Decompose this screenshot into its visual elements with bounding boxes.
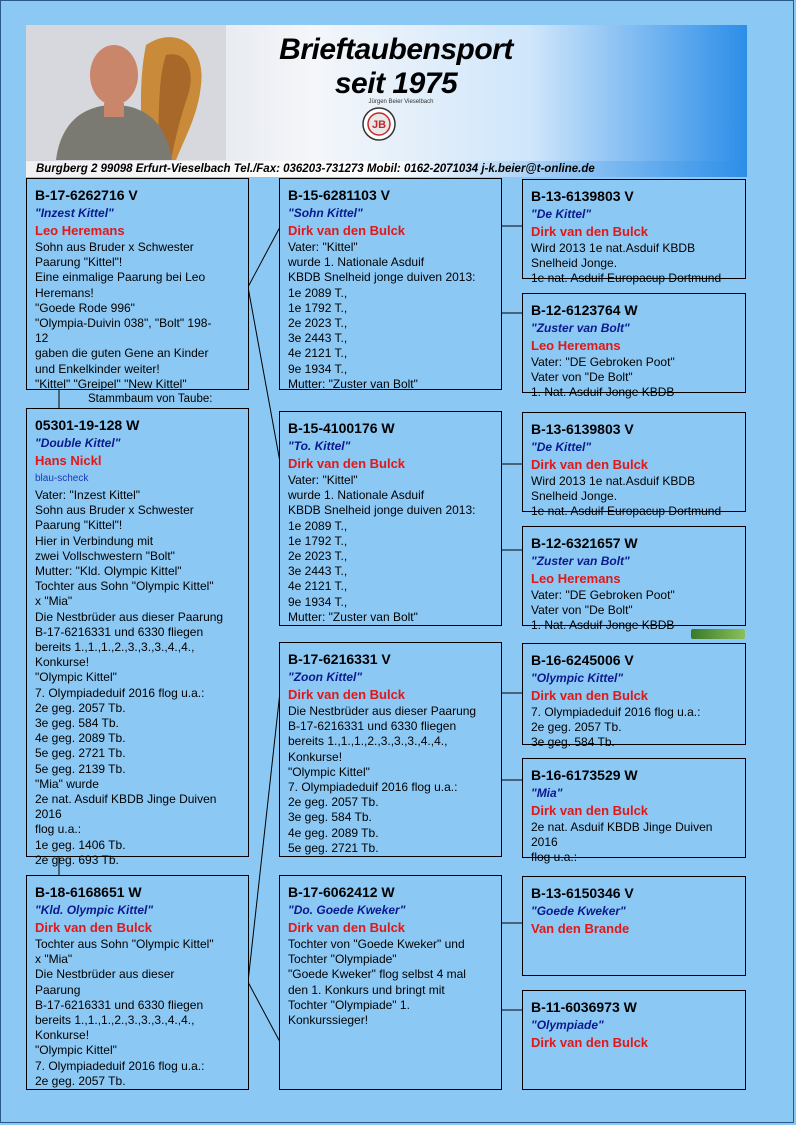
pigeon-ring-number: B-11-6036973 W — [531, 999, 637, 1015]
pedigree-card-fff — [522, 179, 746, 286]
pigeon-description: Tochter aus Sohn "Olympic Kittel" x "Mia" Die Nestbrüder aus dieser Paarung B-17-6216331 und 6330 fliegen bereits 1.,1.,1.,2.,3.,3.,3.,4.,4., Konkurse! "Olympic Kittel" 7. Olympiadeduif 2016 flog u.a.: 2e geg. 2057 Tb. — [35, 937, 214, 1088]
pigeon-breeder: Dirk van den Bulck — [288, 920, 406, 935]
pigeon-color: blau-scheck — [35, 473, 89, 484]
pigeon-name: "Goede Kweker" — [531, 904, 626, 918]
pigeon-breeder: Dirk van den Bulck — [288, 456, 406, 471]
pedigree-card-fm — [279, 411, 502, 626]
pigeon-ring-number: B-15-4100176 W — [288, 420, 395, 436]
pigeon-ring-number: B-13-6139803 V — [531, 421, 634, 437]
pigeon-ring-number: B-17-6216331 V — [288, 651, 391, 667]
pigeon-breeder: Leo Heremans — [531, 338, 621, 353]
pigeon-name: "Sohn Kittel" — [288, 206, 363, 220]
title-line-2: seit 1975 — [334, 67, 458, 100]
pigeon-breeder: Dirk van den Bulck — [531, 1035, 649, 1050]
pigeon-description: Vater: "Inzest Kittel" Sohn aus Bruder x Schwester Paarung "Kittel"! Hier in Verbindung mit zwei Vollschwestern "Bolt" Mutter: "Kld. Olympic Kittel" Tochter aus Sohn "Olympic Kittel" x "Mia" Die Nestbrüder aus dieser Paarung B-17-6216331 und 6330 fliegen bereits 1.,1.,1.,2.,3.,3.,3.,4.,4., Konkurse! "Olympic Kittel" 7. Olympiadeduif 2016 flog u.a.: 2e geg. 2057 Tb. 3e geg. 584 Tb. 4e geg. 2089 Tb. 5e geg. 2721 Tb. 5e geg. 2139 Tb. "Mia" wurde 2e nat. Asduif KBDB Jinge Duiven 2016 flog u.a.: 1e geg. 1406 Tb. 2e geg. 693 Tb. — [35, 488, 224, 867]
pigeon-description: Vater: "Kittel" wurde 1. Nationale Asduif KBDB Snelheid jonge duiven 2013: 1e 2089 T., 1e 1792 T., 2e 2023 T., 3e 2443 T., 4e 2121 T., 9e 1934 T., Mutter: "Zuster van Bolt" — [288, 240, 476, 391]
pedigree-card-father — [26, 178, 249, 390]
stammbaum-label: Stammbaum von Taube: — [88, 393, 213, 405]
pedigree-card-subject — [26, 408, 249, 867]
pigeon-name: "Zoon Kittel" — [288, 670, 363, 684]
pigeon-breeder: Dirk van den Bulck — [531, 457, 649, 472]
pedigree-card-ffm — [522, 293, 746, 400]
pedigree-card-mother — [26, 875, 249, 1090]
pigeon-description: 7. Olympiadeduif 2016 flog u.a.: 2e geg. 2057 Tb. 3e geg. 584 Tb. — [531, 705, 701, 750]
pigeon-breeder: Leo Heremans — [35, 223, 125, 238]
pigeon-description: Die Nestbrüder aus dieser Paarung B-17-6216331 und 6330 fliegen bereits 1.,1.,1.,2.,3.,3.,3.,4.,4., Konkurse! "Olympic Kittel" 7. Olympiadeduif 2016 flog u.a.: 2e geg. 2057 Tb. 3e geg. 584 Tb. 4e geg. 2089 Tb. 5e geg. 2721 Tb. — [288, 704, 477, 855]
pigeon-name: "De Kittel" — [531, 207, 592, 221]
pigeon-description: Vater: "DE Gebroken Poot" Vater von "De Bolt" 1. Nat. Asduif Jonge KBDB — [531, 588, 675, 633]
pigeon-description: Vater: "DE Gebroken Poot" Vater von "De Bolt" 1. Nat. Asduif Jonge KBDB — [531, 355, 675, 400]
contact-line: Burgberg 2 99098 Erfurt-Vieselbach Tel./Fax: 036203-731273 Mobil: 0162-2071034 j-k.beier@t-online.de — [26, 161, 747, 177]
pigeon-breeder: Dirk van den Bulck — [288, 223, 406, 238]
pigeon-ring-number: B-16-6245006 V — [531, 652, 634, 668]
pigeon-description: Wird 2013 1e nat.Asduif KBDB Snelheid Jonge. 1e nat. Asduif Europacup Dortmund — [531, 474, 722, 519]
pigeon-description: Sohn aus Bruder x Schwester Paarung "Kittel"! Eine einmalige Paarung bei Leo Heremans! "Goede Rode 996" "Olympia-Duivin 038", "Bolt" 198- 12 gaben die guten Gene an Kinder und Enkelkinder weiter! "Kittel" "Greipel" "New Kittel" — [35, 240, 212, 391]
pigeon-breeder: Dirk van den Bulck — [531, 803, 649, 818]
pigeon-breeder: Hans Nickl — [35, 453, 102, 468]
pigeon-ring-number: B-17-6262716 V — [35, 187, 138, 203]
pigeon-ring-number: B-12-6321657 W — [531, 535, 638, 551]
pigeon-name: "Zuster van Bolt" — [531, 554, 630, 568]
pedigree-card-mff — [522, 643, 746, 750]
pigeon-name: "Olympiade" — [531, 1018, 604, 1032]
pigeon-ring-number: B-13-6139803 V — [531, 188, 634, 204]
pigeon-name: "Mia" — [531, 786, 563, 800]
pigeon-ring-number: B-17-6062412 W — [288, 884, 395, 900]
pigeon-breeder: Van den Brande — [531, 921, 630, 936]
pigeon-description: 2e nat. Asduif KBDB Jinge Duiven 2016 flog u.a.: — [531, 820, 713, 865]
pigeon-ring-number: 05301-19-128 W — [35, 417, 140, 433]
pigeon-ring-number: B-16-6173529 W — [531, 767, 638, 783]
pedigree-card-mf — [279, 642, 502, 857]
pigeon-breeder: Dirk van den Bulck — [288, 687, 406, 702]
logo-initials: JB — [371, 119, 387, 131]
pedigree-card-mmf — [522, 876, 746, 976]
pigeon-name: "Kld. Olympic Kittel" — [35, 903, 154, 917]
pigeon-name: "Do. Goede Kweker" — [288, 903, 406, 917]
pedigree-card-ff — [279, 178, 502, 390]
logo-name: Jürgen Beier Vieselbach — [368, 99, 434, 105]
pigeon-name: "Zuster van Bolt" — [531, 321, 630, 335]
pigeon-name: "Double Kittel" — [35, 436, 121, 450]
pedigree-card-mmm — [522, 990, 746, 1090]
pigeon-breeder: Dirk van den Bulck — [531, 224, 649, 239]
pigeon-ring-number: B-15-6281103 V — [288, 187, 390, 203]
pedigree-card-fmm — [522, 526, 746, 633]
pigeon-name: "To. Kittel" — [288, 439, 351, 453]
pedigree-card-mfm — [522, 758, 746, 865]
pedigree-card-fmf — [522, 412, 746, 519]
badge-logo — [691, 629, 745, 639]
pedigree-card-mm — [279, 875, 502, 1090]
pigeon-name: "De Kittel" — [531, 440, 592, 454]
pigeon-description: Tochter von "Goede Kweker" und Tochter "Olympiade" "Goede Kweker" flog selbst 4 mal den 1. Konkurs und bringt mit Tochter "Olympiade" 1. Konkurssieger! — [288, 937, 466, 1028]
pigeon-description: Vater: "Kittel" wurde 1. Nationale Asduif KBDB Snelheid jonge duiven 2013: 1e 2089 T., 1e 1792 T., 2e 2023 T., 3e 2443 T., 4e 2121 T., 9e 1934 T., Mutter: "Zuster van Bolt" — [288, 473, 476, 624]
pigeon-name: "Olympic Kittel" — [531, 671, 624, 685]
pigeon-breeder: Dirk van den Bulck — [531, 688, 649, 703]
pigeon-breeder: Dirk van den Bulck — [35, 920, 153, 935]
pigeon-name: "Inzest Kittel" — [35, 206, 114, 220]
title-line-1: Brieftaubensport — [279, 33, 513, 66]
pigeon-ring-number: B-18-6168651 W — [35, 884, 142, 900]
pigeon-ring-number: B-12-6123764 W — [531, 302, 638, 318]
pigeon-ring-number: B-13-6150346 V — [531, 885, 634, 901]
pigeon-description: Wird 2013 1e nat.Asduif KBDB Snelheid Jonge. 1e nat. Asduif Europacup Dortmund — [531, 241, 722, 286]
pigeon-breeder: Leo Heremans — [531, 571, 621, 586]
